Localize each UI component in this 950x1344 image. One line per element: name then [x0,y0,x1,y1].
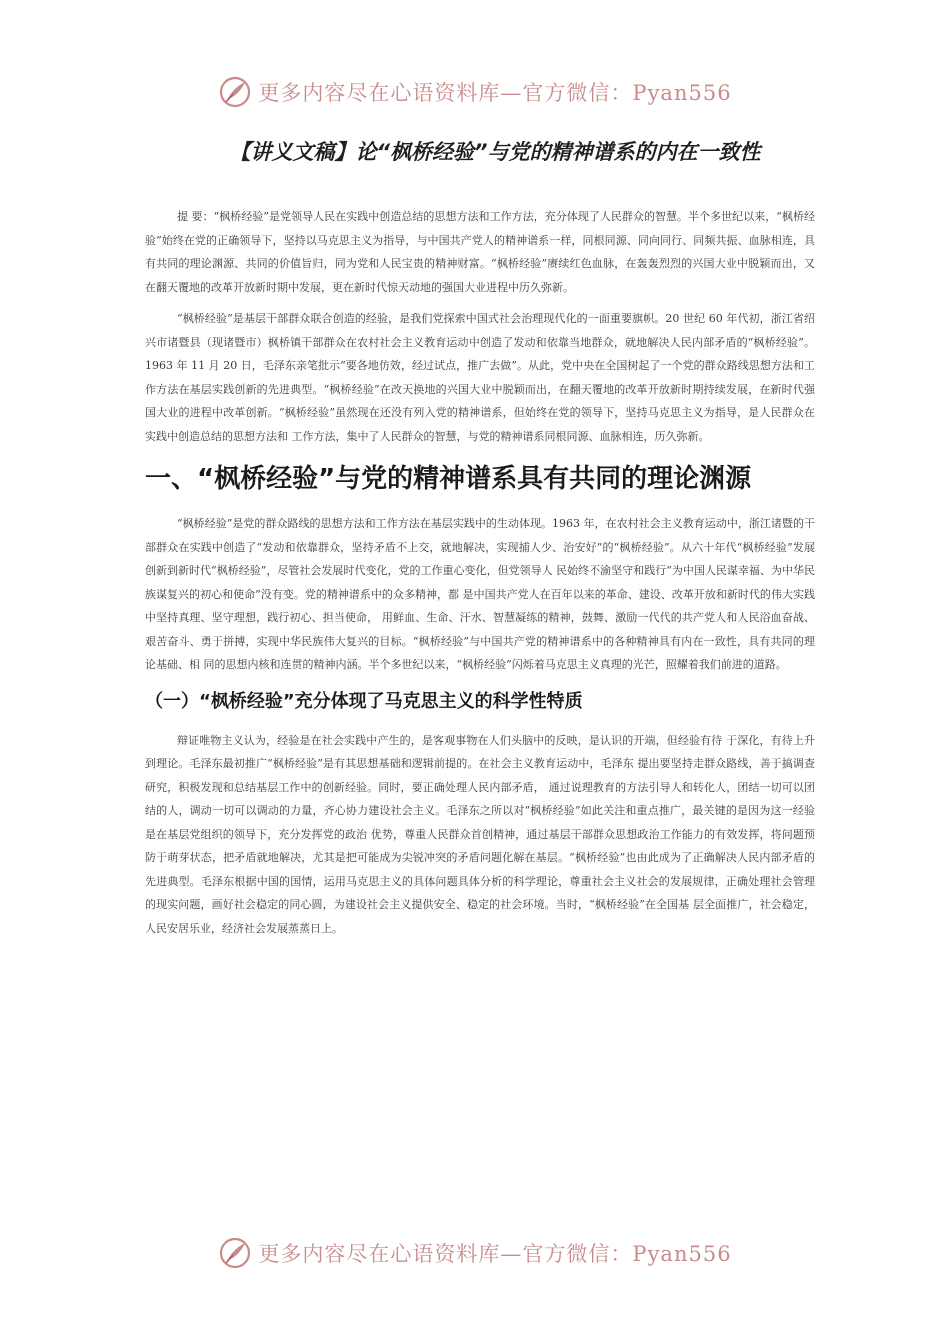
subsection-paragraph: 辩证唯物主义认为，经验是在社会实践中产生的，是客观事物在人们头脑中的反映，是认识的开端，但经验有待 于深化，有待上升到理论。毛泽东最初推广“枫桥经验”是有其思想基础和逻辑前提的。在社会主义教育运动中，毛泽东 提出要坚持走群众路线，善于搞调查研究，积极发现和总结基层工作中的创新经验。同时，要正确处理人民内部矛盾， 通过说理教育的方法引导人和转化人，团结一切可以团结的人，调动一切可以调动的力量，齐心协力建设社会主义。毛泽东之所以对“枫桥经验”如此关注和重点推广，最关键的是因为这一经验是在基层党组织的领导下，充分发挥党的政治 优势，尊重人民群众首创精神，通过基层干部群众思想政治工作能力的有效发挥，将问题预防于萌芽状态，把矛盾就地解决，尤其是把可能成为尖锐冲突的矛盾问题化解在基层。“枫桥经验”也由此成为了正确解决人民内部矛盾的先进典型。毛泽东根据中国的国情，运用马克思主义的具体问题具体分析的科学理论，尊重社会主义社会的发展规律，正确处理社会管理的现实问题，画好社会稳定的同心圆，为建设社会主义提供安全、稳定的社会环境。当时，“枫桥经验”在全国基 层全面推广，社会稳定，人民安居乐业，经济社会发展蒸蒸日上。 [145,733,815,935]
document-body [145,205,815,948]
watermark-banner-bottom [0,1231,950,1275]
intro-paragraph: “枫桥经验”是基层干部群众联合创造的经验，是我们党探索中国式社会治理现代化的一面重要旗帜。20 世纪 60 年代初，浙江省绍兴市诸暨县（现诸暨市）枫桥镇干部群众在农村社会主义教育运动中创造了发动和依靠当地群众，就地解决人民内部矛盾的“枫桥经验”。1963 年 11 月 20 日，毛泽东亲笔批示“要各地仿效，经过试点，推广去做”。从此，党中央在全国树起了一个党的群众路线思想方法和工作方法在基层实践创新的先进典型。“枫桥经验”在改天换地的兴国大业中脱颖而出，在翻天覆地的改革开放新时期持续发展，在新时代强国大业的进程中改革创新。“枫桥经验”虽然现在还没有列入党的精神谱系，但始终在党的领导下，坚持马克思主义为指导，是人民群众在实践中创造总结的思想方法和 工作方法，集中了人民群众的智慧，与党的精神谱系同根同源、血脉相连，历久弥新。 [145,312,815,443]
watermark-banner-top [0,70,950,114]
watermark-text: 更多内容尽在心语资料库—官方微信：Pyan556 [258,1242,732,1266]
abstract-paragraph: 提 要：“枫桥经验”是党领导人民在实践中创造总结的思想方法和工作方法，充分体现了人民群众的智慧。半个多世纪以来，“枫桥经验”始终在党的正确领导下，坚持以马克思主义为指导，与中国共产党人的精神谱系一样，同根同源、同向同行、同频共振、血脉相连，具有共同的理论渊源、共同的价值旨归，同为党和人民宝贵的精神财富。“枫桥经验”赓续红色血脉，在轰轰烈烈的兴国大业中脱颖而出，又在翻天覆地的改革开放新时期中发展，更在新时代惊天动地的强国大业进程中历久弥新。 [145,210,815,294]
feather-pen-logo-icon [218,75,252,109]
watermark-text: 更多内容尽在心语资料库—官方微信：Pyan556 [258,81,732,105]
document-title: 【讲义文稿】论“枫桥经验”与党的精神谱系的内在一致性 [229,140,761,164]
section-heading: 一、“枫桥经验”与党的精神谱系具有共同的理论渊源 [145,464,752,494]
section-paragraph: “枫桥经验”是党的群众路线的思想方法和工作方法在基层实践中的生动体现。1963 年，在农村社会主义教育运动中，浙江诸暨的干部群众在实践中创造了“发动和依靠群众，坚持矛盾不上交，就地解决，实现捕人少、治安好”的“枫桥经验”。从六十年代“枫桥经验”发展创新到新时代“枫桥经验”，尽管社会发展时代变化，党的工作重心变化，但党领导人 民始终不渝坚守和践行“为中国人民谋幸福、为中华民族谋复兴的初心和使命”没有变。党的精神谱系中的众多精神，都 是中国共产党人在百年以来的革命、建设、改革开放和新时代的伟大实践中坚持真理、坚守理想，践行初心、担当使命， 用鲜血、生命、汗水、智慧凝练的精神，鼓舞、激励一代代的共产党人和人民浴血奋战、艰苦奋斗、勇于拼搏，实现中华民族伟大复兴的目标。“枫桥经验”与中国共产党的精神谱系中的各种精神具有内在一致性，具有共同的理论基础、相 同的思想内核和连贯的精神内涵。半个多世纪以来，“枫桥经验”闪烁着马克思主义真理的光芒，照耀着我们前进的道路。 [145,517,815,671]
feather-pen-logo-icon [218,1236,252,1270]
subsection-heading: （一）“枫桥经验”充分体现了马克思主义的科学性特质 [145,690,583,712]
